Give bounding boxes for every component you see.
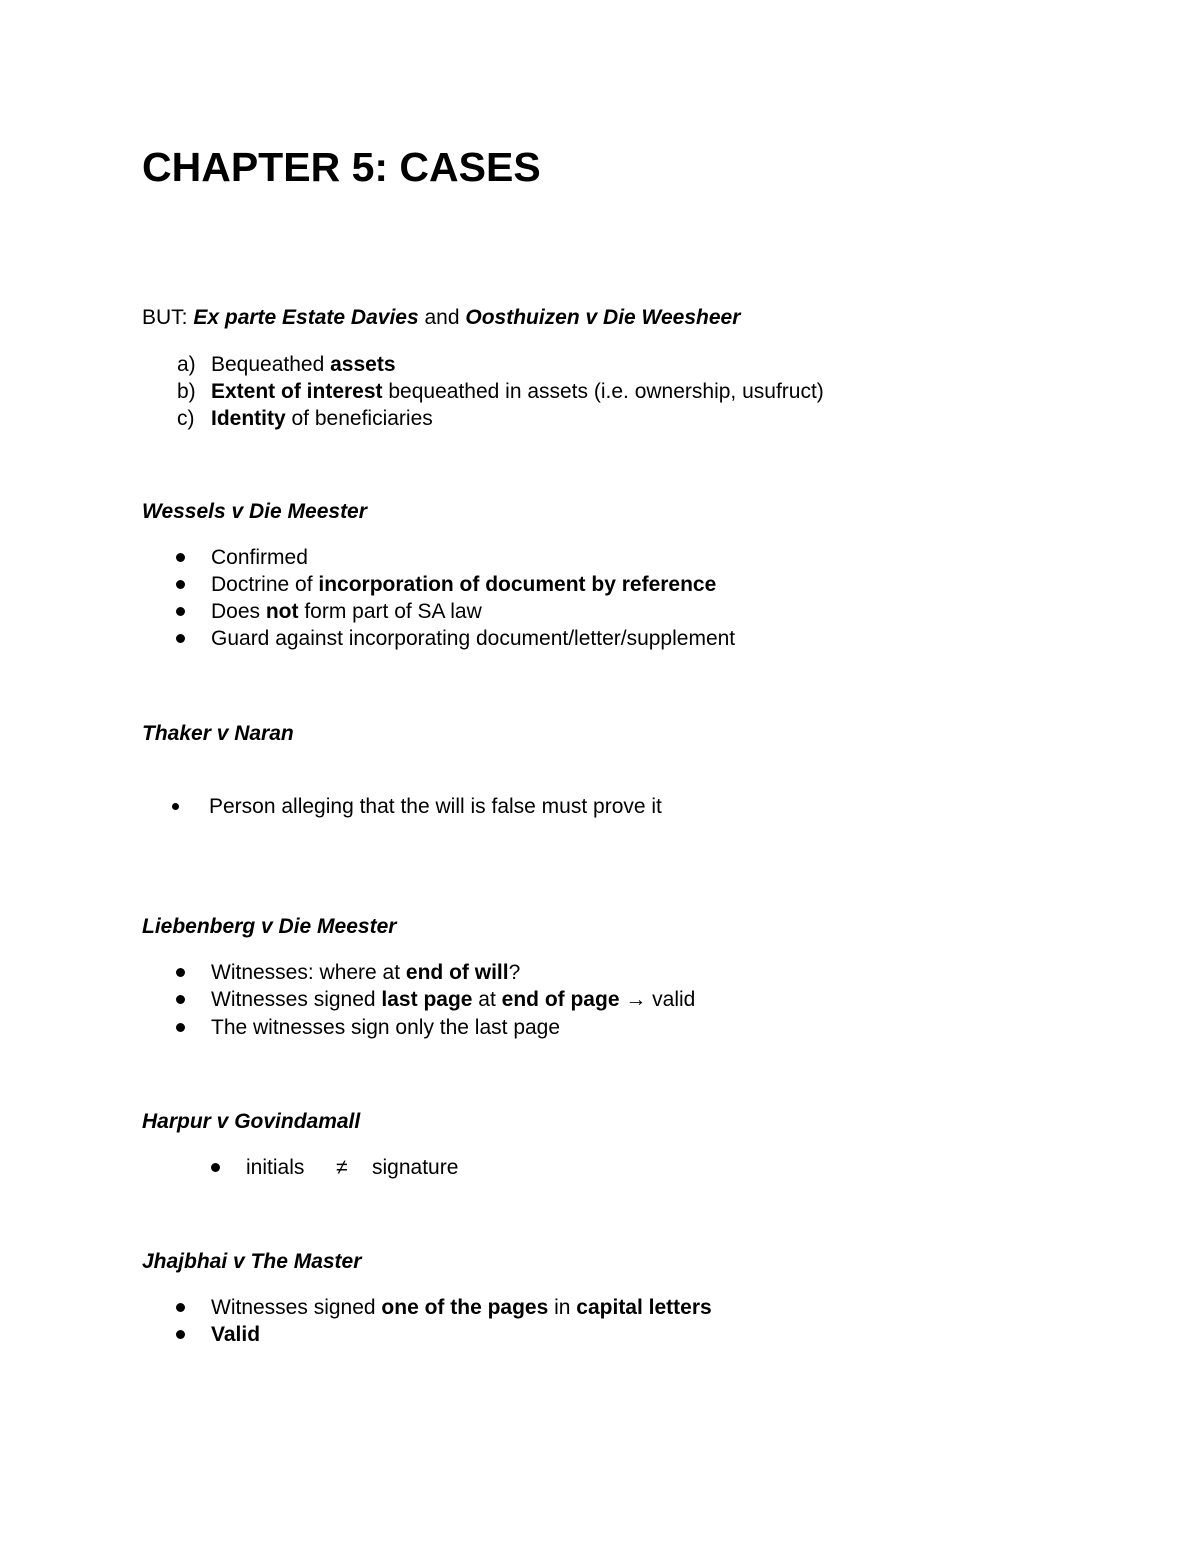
page-title: CHAPTER 5: CASES [142,144,541,190]
harpur-right: signature [372,1156,459,1179]
intro-case-2: Oosthuizen v Die Weesheer [465,306,741,329]
bullet-icon [176,1023,185,1032]
list-item: Guard against incorporating document/letter/supplement [211,627,736,650]
bullet-icon [176,968,185,977]
bullet-icon [176,634,185,643]
list-item: Valid [211,1323,261,1346]
bullet-icon [176,995,185,1004]
bullet-icon [176,553,185,562]
list-marker: a) [177,353,196,376]
case-heading-jhajbhai: Jhajbhai v The Master [142,1250,362,1273]
list-marker: b) [177,380,196,403]
harpur-left: initials [246,1156,305,1179]
case-heading-wessels: Wessels v Die Meester [142,500,367,523]
list-item: Witnesses signed one of the pages in capital letters [211,1296,712,1319]
intro-joiner: and [418,306,466,329]
bullet-icon [211,1163,220,1172]
list-item: Confirmed [211,546,308,569]
list-item: Extent of interest bequeathed in assets (i.e. ownership, usufruct) [211,380,824,403]
list-item: Does not form part of SA law [211,600,482,623]
bullet-icon [176,1303,185,1312]
intro-case-1: Ex parte Estate Davies [193,306,419,329]
case-heading-liebenberg: Liebenberg v Die Meester [142,915,397,938]
bullet-icon [176,580,185,589]
not-equal-icon: ≠ [336,1156,348,1179]
case-heading-thaker: Thaker v Naran [142,722,294,745]
list-marker: c) [177,407,195,430]
list-item: Witnesses signed last page at end of page → valid [211,988,696,1011]
list-item: Witnesses: where at end of will? [211,961,521,984]
list-item: Identity of beneficiaries [211,407,433,430]
bullet-icon [172,803,179,810]
case-heading-harpur: Harpur v Govindamall [142,1110,361,1133]
list-item: The witnesses sign only the last page [211,1016,561,1039]
list-item: Bequeathed assets [211,353,396,376]
list-item: Person alleging that the will is false must prove it [209,795,662,818]
intro-prefix: BUT: [142,306,194,329]
list-item: Doctrine of incorporation of document by reference [211,573,717,596]
intro-line [142,304,740,331]
bullet-icon [176,1330,185,1339]
bullet-icon [176,607,185,616]
